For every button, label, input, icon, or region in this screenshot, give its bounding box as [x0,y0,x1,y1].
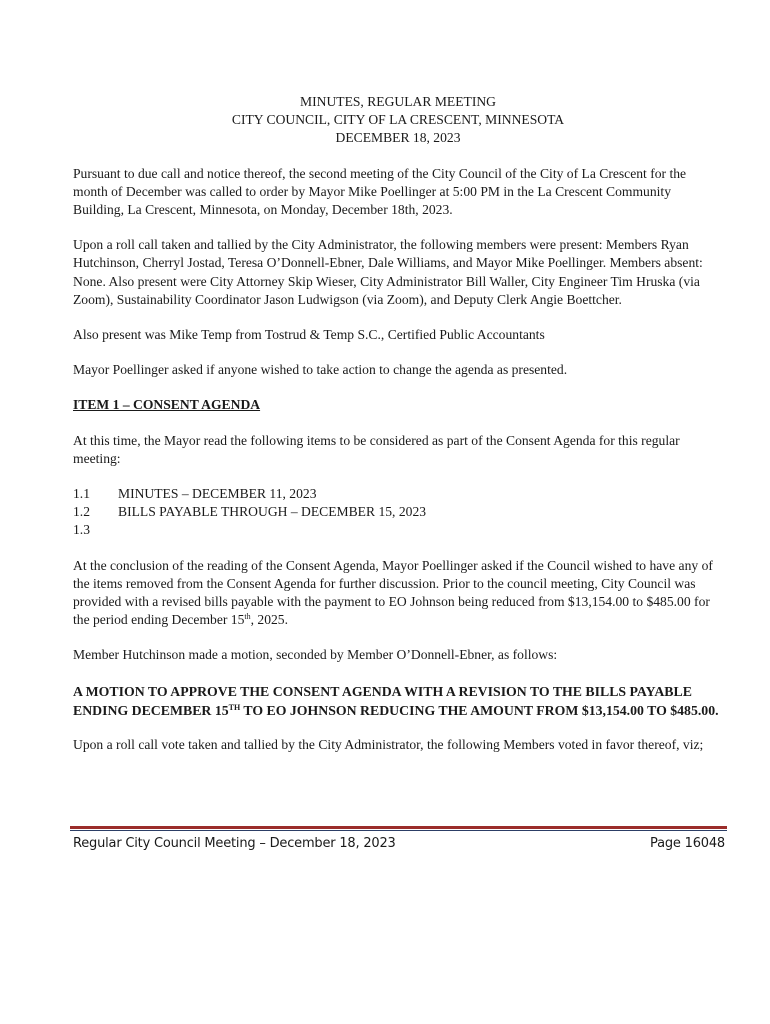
paragraph-motion-intro: Member Hutchinson made a motion, seconded by Member O’Donnell-Ebner, as follows: [73,647,558,663]
list-item-text: BILLS PAYABLE THROUGH – DECEMBER 15, 2023 [118,504,427,520]
heading-council: CITY COUNCIL, CITY OF LA CRESCENT, MINNESOTA [231,112,565,128]
list-item-number: 1.3 [73,522,90,538]
paragraph-also-present: Also present was Mike Temp from Tostrud & Temp S.C., Certified Public Accountants [73,327,545,343]
heading-title: MINUTES, REGULAR MEETING [300,94,496,109]
list-item [73,503,723,521]
footer-rule-blue [70,830,727,831]
paragraph-agenda-change: Mayor Poellinger asked if anyone wished to take action to change the agenda as presented. [73,362,568,378]
page-footer [73,836,725,851]
section-title-item-1: ITEM 1 – CONSENT AGENDA [73,397,261,413]
motion-text-end: TO EO JOHNSON REDUCING THE AMOUNT FROM $13,154.00 TO $485.00. [240,702,719,718]
heading-date: DECEMBER 18, 2023 [335,130,461,146]
consent-agenda-list [73,485,723,540]
motion-superscript: TH [228,702,241,712]
motion-text [73,682,723,720]
list-item-number: 1.2 [73,504,90,520]
paragraph-consent-intro: At this time, the Mayor read the following items to be considered as part of the Consent Agenda for this regular meeting: [73,432,680,466]
document-body [73,93,723,754]
motion-text-start: A MOTION TO APPROVE THE CONSENT AGENDA WITH A REVISION TO THE BILLS PAYABLE ENDING DECEMBER 15 [73,683,692,718]
footer-page-number: Page 16048 [650,836,725,851]
footer-rule [70,826,727,831]
paragraph-call-to-order: Pursuant to due call and notice thereof, the second meeting of the City Council of the City of La Crescent for the month of December was called to order by Mayor Mike Poellinger at 5:00 PM in the La Crescent Community Building, La Crescent, Minnesota, on Monday, December 18th, 2023. [73,165,687,218]
paragraph-consent-conclusion [73,557,723,630]
paragraph-roll-call: Upon a roll call taken and tallied by the City Administrator, the following members were present: Members Ryan Hutchinson, Cherryl Jostad, Teresa O’Donnell-Ebner, Dale Williams, and Mayor Mike Poellinger. Members absent: None. Also present were City Attorney Skip Wieser, City Administrator Bill Waller, City Engineer Tim Hruska (via Zoom), Sustainability Coordinator Jason Ludwigson (via Zoom), and Deputy Clerk Angie Boettcher. [73,237,703,307]
paragraph-vote-intro: Upon a roll call vote taken and tallied by the City Administrator, the following Members voted in favor thereof, viz; [73,736,704,752]
conclusion-text: At the conclusion of the reading of the Consent Agenda, Mayor Poellinger asked if the Council wished to have any of the items removed from the Consent Agenda for further discussion. Prior to the council meeting, City Council was provided with a revised bills payable with the payment to EO Johnson being reduced from $13,154.00 to $485.00 for the period ending December 15 [73,557,713,628]
conclusion-superscript: th [244,612,251,622]
list-item-text: MINUTES – DECEMBER 11, 2023 [118,486,317,502]
footer-meeting-title: Regular City Council Meeting – December 18, 2023 [73,836,396,851]
list-item [73,521,723,539]
document-heading [73,93,723,148]
conclusion-text-end: , 2025. [250,612,288,628]
list-item-number: 1.1 [73,486,90,502]
list-item [73,485,723,503]
